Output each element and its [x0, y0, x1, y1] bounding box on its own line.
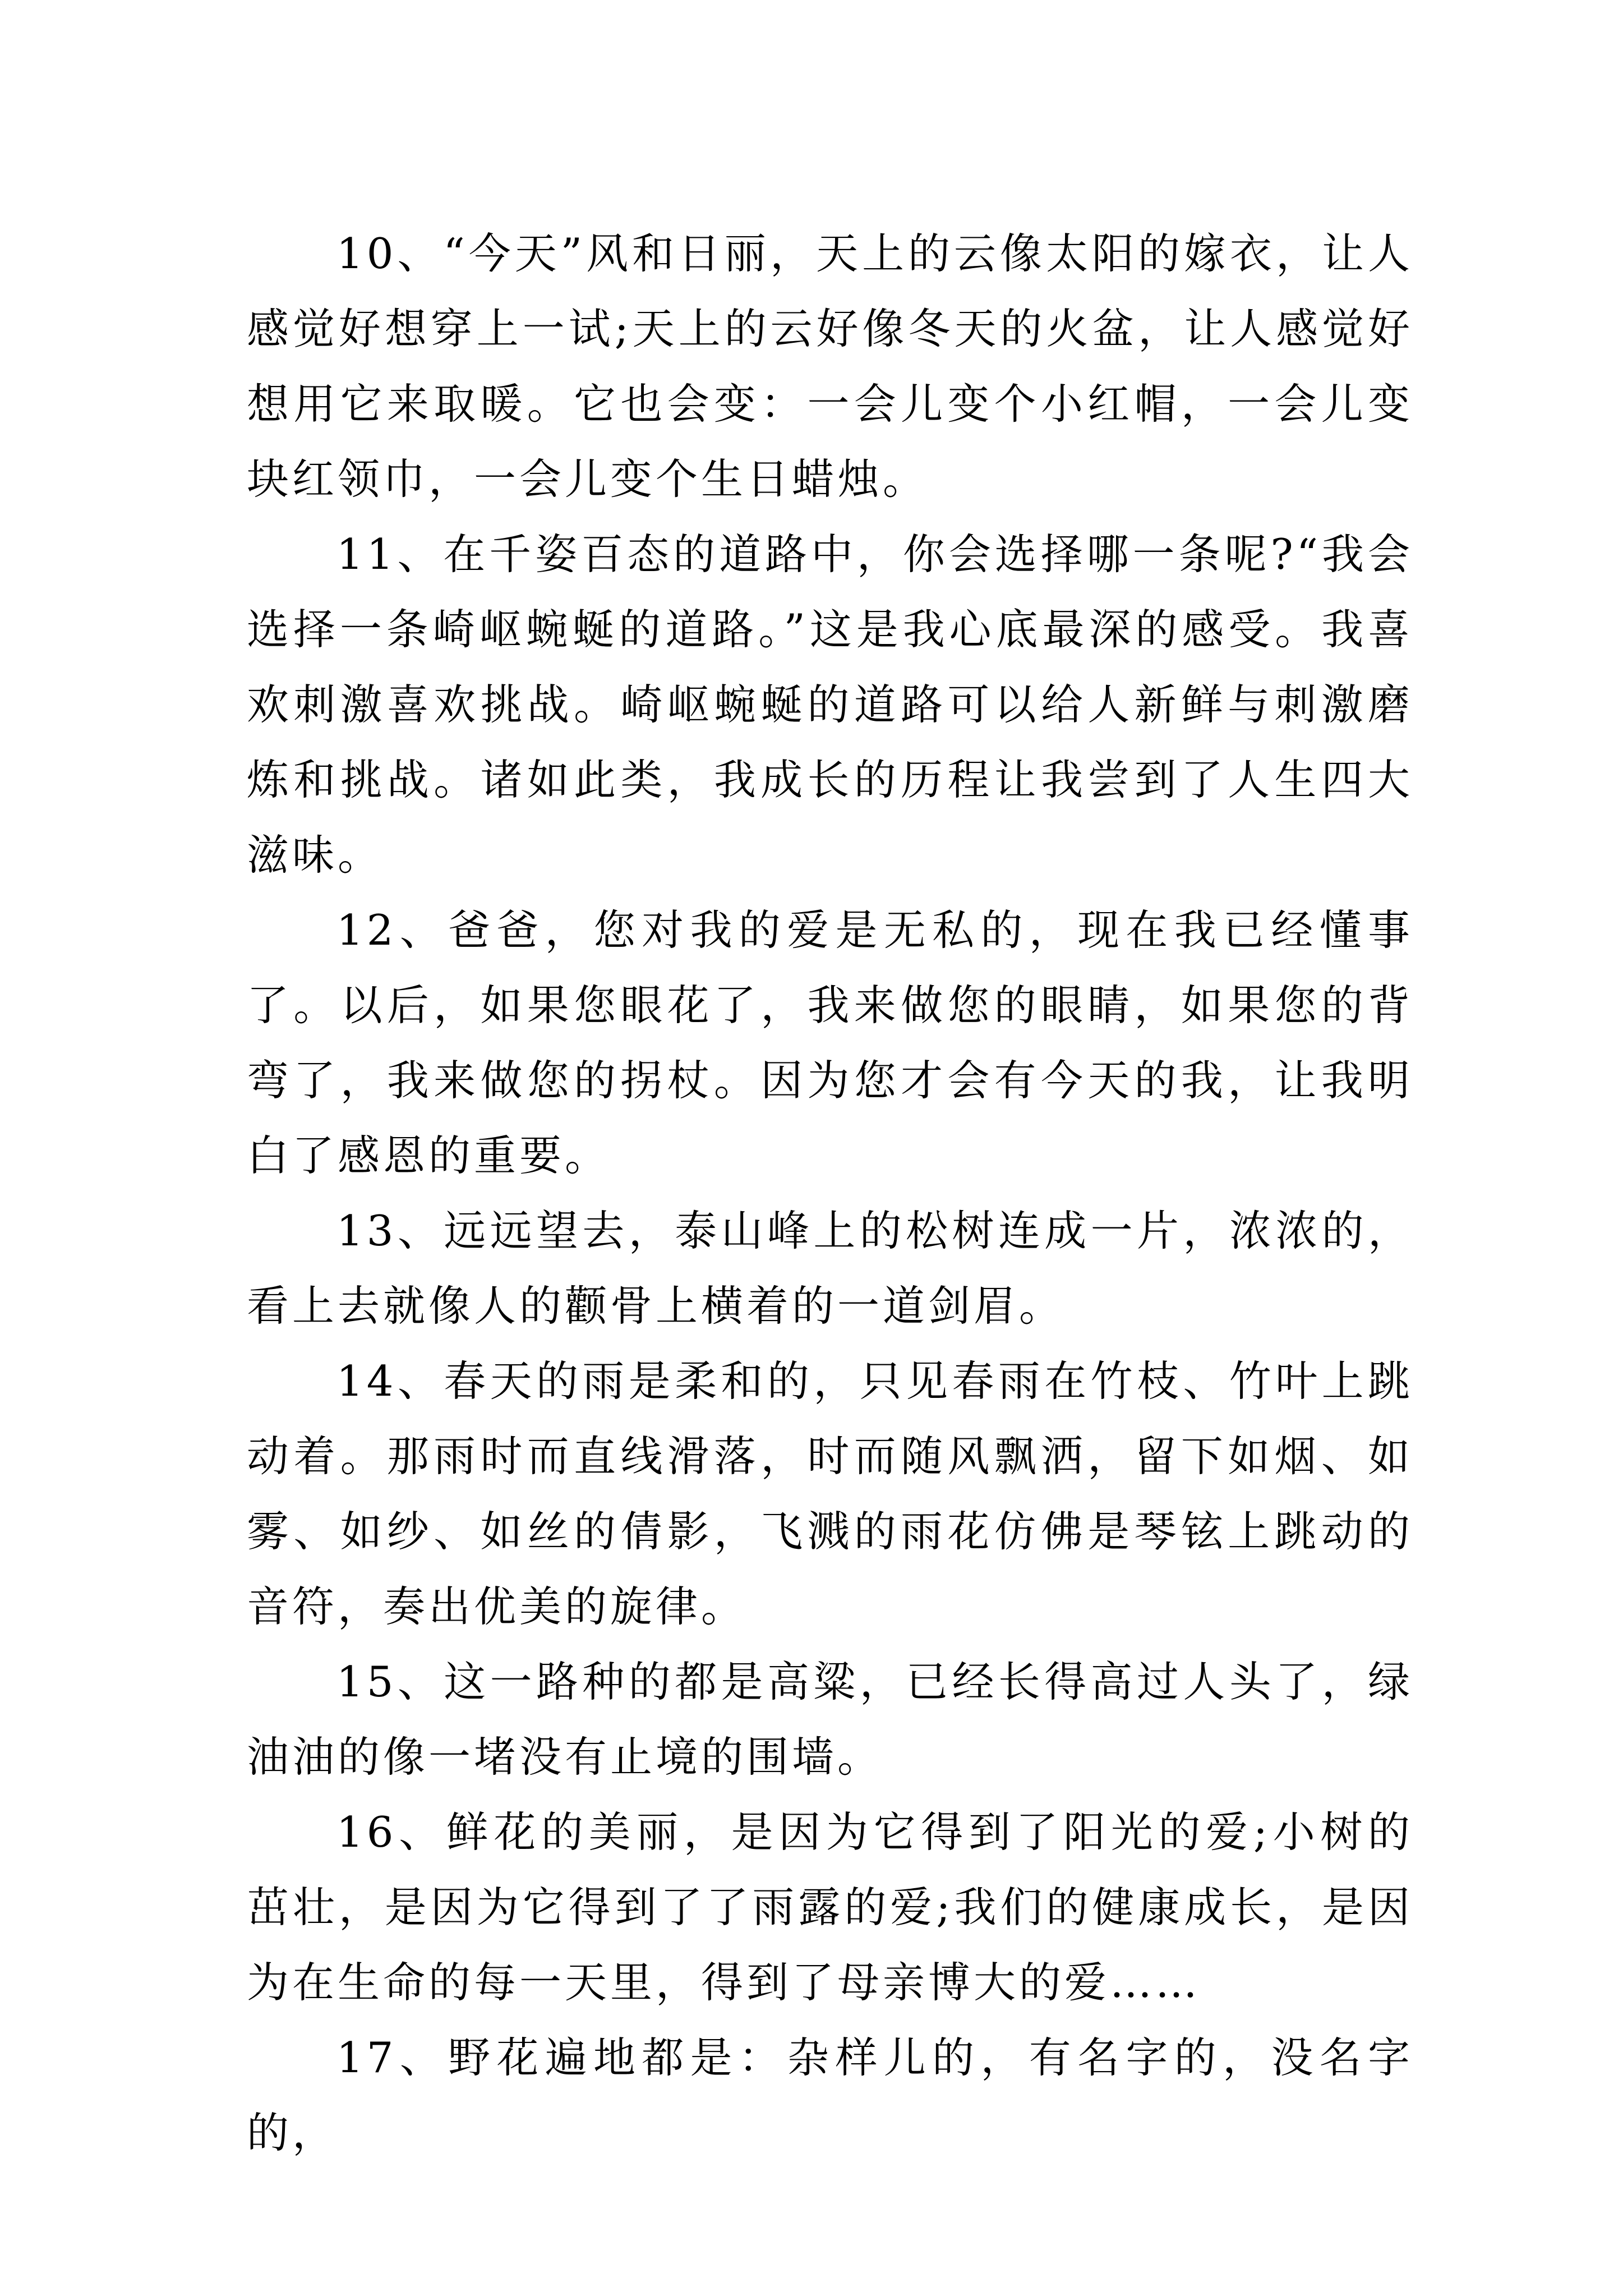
paragraph-text: 远远望去，泰山峰上的松树连成一片，浓浓的，看上去就像人的颧骨上横着的一道剑眉。: [247, 1206, 1413, 1331]
paragraph-13: [247, 1193, 1413, 1343]
paragraph-text: 爸爸，您对我的爱是无私的，现在我已经懂事了。以后，如果您眼花了，我来做您的眼睛，如果您的背弯了，我来做您的拐杖。因为您才会有今天的我，让我明白了感恩的重要。: [247, 905, 1413, 1180]
paragraph-text: 在千姿百态的道路中，你会选择哪一条呢?“我会选择一条崎岖蜿蜒的道路。”这是我心底最深的感受。我喜欢刺激喜欢挑战。崎岖蜿蜒的道路可以给人新鲜与刺激磨炼和挑战。诸如此类，我成长的历程让我尝到了人生四大滋味。: [247, 530, 1413, 880]
paragraph-text: 野花遍地都是：杂样儿的，有名字的，没名字的，: [247, 2033, 1413, 2157]
paragraph-17: [247, 2020, 1413, 2170]
paragraph-text: “今天”风和日丽，天上的云像太阳的嫁衣，让人感觉好想穿上一试;天上的云好像冬天的火盆，让人感觉好想用它来取暖。它也会变：一会儿变个小红帽，一会儿变块红领巾，一会儿变个生日蜡烛。: [247, 229, 1414, 504]
paragraph-14: [247, 1343, 1413, 1644]
paragraph-number: 17、: [336, 2033, 449, 2082]
paragraph-text: 鲜花的美丽，是因为它得到了阳光的爱;小树的茁壮，是因为它得到了了雨露的爱;我们的健康成长，是因为在生命的每一天里，得到了母亲博大的爱……: [247, 1807, 1413, 2007]
paragraph-15: [247, 1644, 1413, 1795]
paragraph-number: 12、: [336, 905, 449, 955]
paragraph-number: 10、: [336, 229, 444, 278]
paragraph-11: [247, 517, 1413, 892]
paragraph-number: 11、: [336, 530, 444, 579]
paragraph-16: [247, 1795, 1413, 2020]
paragraph-text: 春天的雨是柔和的，只见春雨在竹枝、竹叶上跳动着。那雨时而直线滑落，时而随风飘洒，留下如烟、如雾、如纱、如丝的倩影，飞溅的雨花仿佛是琴铉上跳动的音符，奏出优美的旋律。: [247, 1356, 1413, 1631]
paragraph-number: 15、: [336, 1657, 444, 1706]
paragraph-number: 16、: [336, 1807, 446, 1857]
paragraph-text: 这一路种的都是高粱，已经长得高过人头了，绿油油的像一堵没有止境的围墙。: [247, 1657, 1413, 1782]
paragraph-number: 14、: [336, 1356, 444, 1406]
paragraph-10: [247, 216, 1413, 517]
paragraph-number: 13、: [336, 1206, 444, 1255]
document-body: [247, 216, 1413, 2170]
paragraph-12: [247, 892, 1413, 1193]
